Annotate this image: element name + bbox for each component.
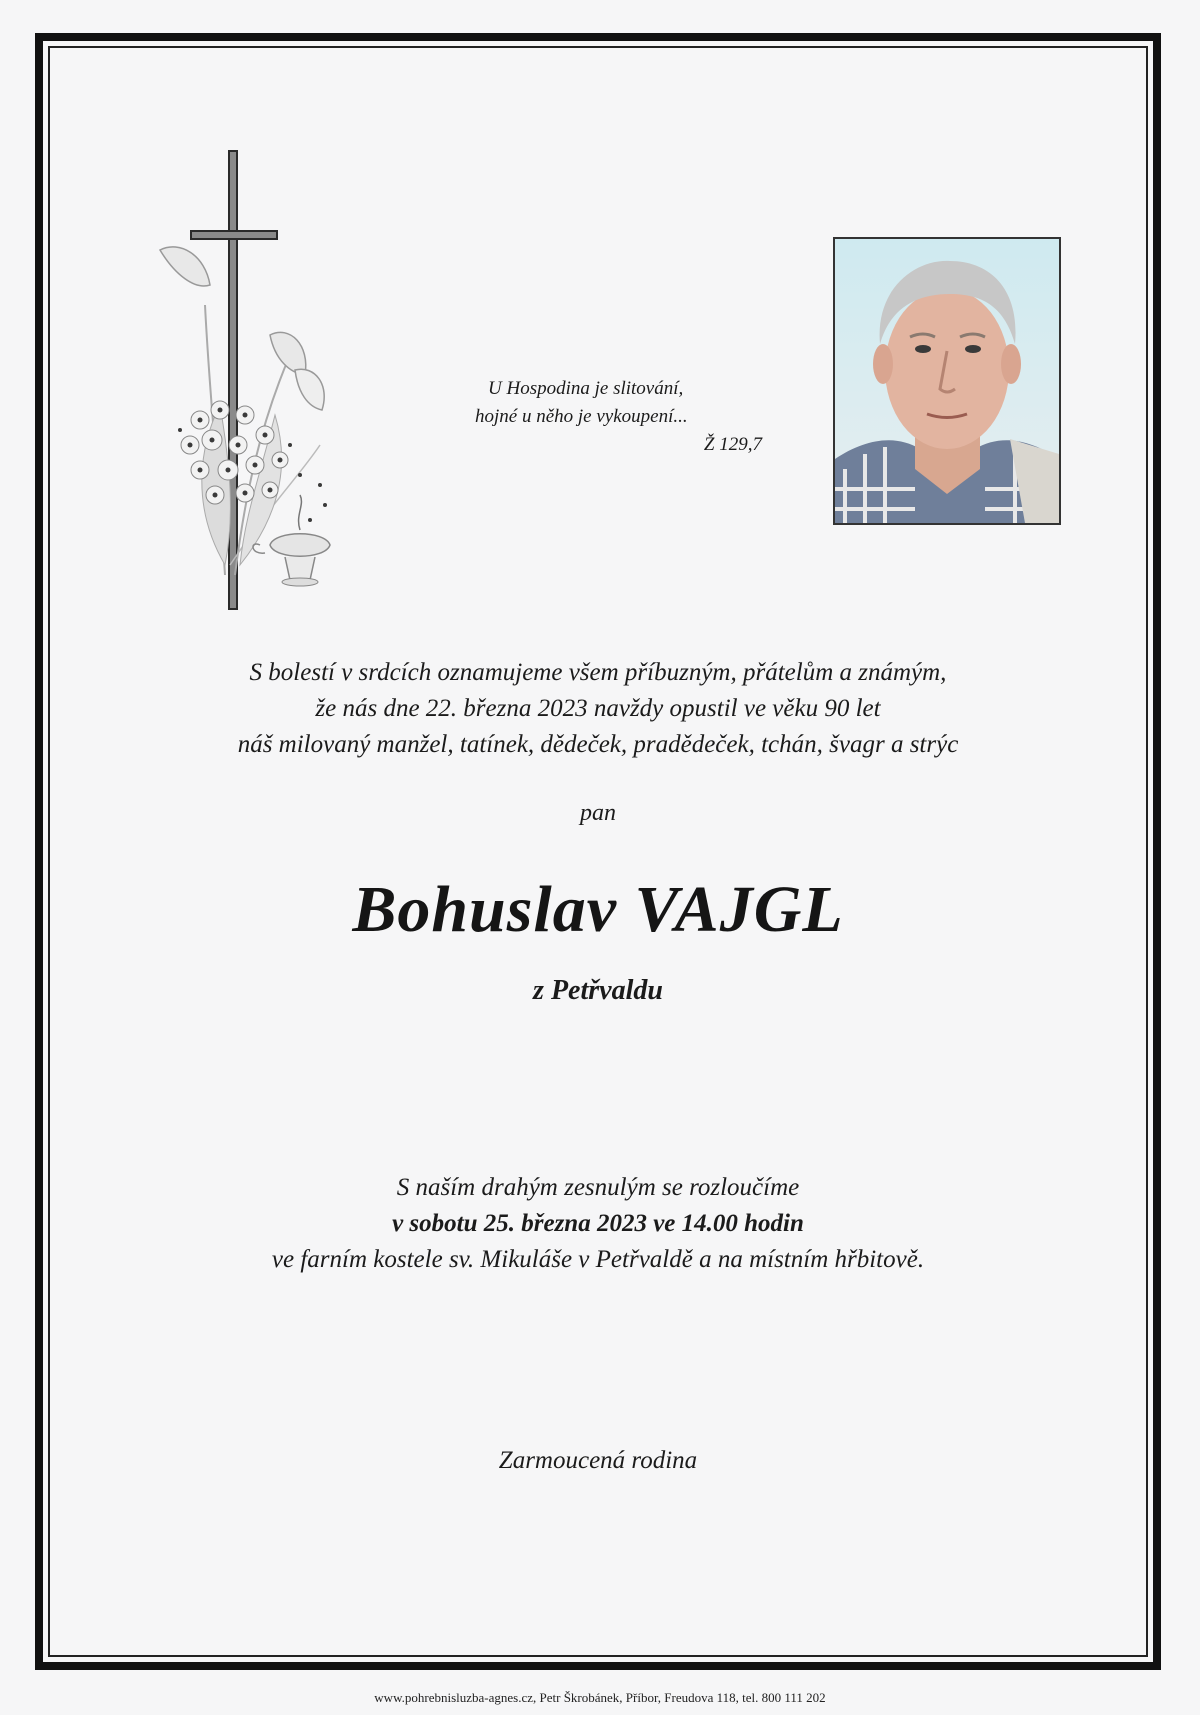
farewell-date-time: v sobotu 25. března 2023 ve 14.00 hodin	[392, 1210, 804, 1237]
honorific: pan	[580, 800, 616, 826]
portrait-image-icon	[835, 239, 1059, 523]
deceased-name: Bohuslav VAJGL	[352, 873, 844, 946]
portrait-photo	[833, 237, 1061, 525]
farewell-location: ve farním kostele sv. Mikuláše v Petřvaldě a na místním hřbitově.	[271, 1246, 925, 1273]
announcement-line-1: S bolestí v srdcích oznamujeme všem příbuzným, přátelům a známým,	[249, 659, 947, 686]
death-announcement	[60, 655, 1136, 763]
announcement-line-3: náš milovaný manžel, tatínek, dědeček, pradědeček, tchán, švagr a strýc	[237, 731, 959, 758]
verse-line-2: hojné u něho je vykoupení...	[475, 406, 688, 427]
family-signature: Zarmoucená rodina	[498, 1447, 698, 1474]
bible-verse	[450, 375, 770, 459]
footer-contact: www.pohrebnisluzba-agnes.cz, Petr Škrobánek, Příbor, Freudova 118, tel. 800 111 202	[374, 1690, 826, 1705]
deceased-origin: z Petřvaldu	[533, 975, 663, 1006]
verse-line-1: U Hospodina je slitování,	[488, 378, 684, 399]
cross-with-flowers-icon	[150, 145, 380, 615]
farewell-line-1: S naším drahým zesnulým se rozloučíme	[396, 1174, 800, 1201]
announcement-line-2: že nás dne 22. března 2023 navždy opustil ve věku 90 let	[315, 695, 881, 722]
farewell-info	[60, 1170, 1136, 1278]
verse-reference: Ž 129,7	[703, 434, 762, 455]
